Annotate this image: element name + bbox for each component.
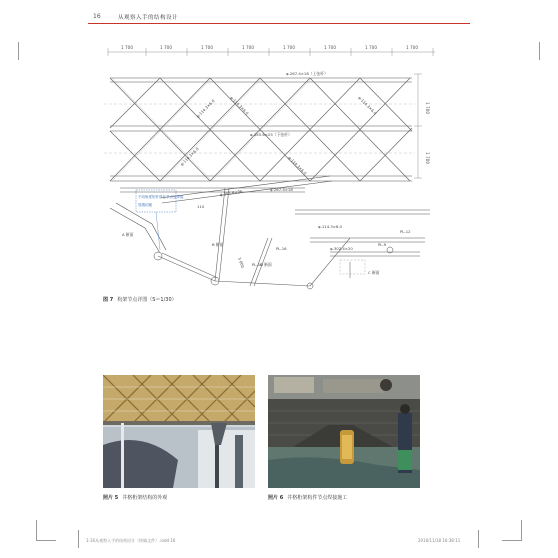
dim-label: 1 700	[121, 45, 133, 50]
figure-label: 图 7	[103, 297, 114, 303]
crop-mark	[18, 42, 19, 60]
member-label: PL-16	[276, 246, 287, 251]
crop-mark	[36, 540, 56, 541]
dim-label: 1 700	[425, 152, 430, 164]
member-label: φ-114.3×6.0	[229, 95, 250, 116]
dim-label: 1 700	[201, 45, 213, 50]
photo-node-welding	[268, 375, 420, 488]
member-label: PL-12	[400, 229, 411, 234]
member-label: PL-16	[252, 262, 263, 267]
section-label: D 断面	[260, 262, 272, 267]
photo-label: 照片 5	[103, 495, 119, 501]
dim-label: 1 700	[160, 45, 172, 50]
crop-mark	[36, 520, 37, 540]
figure-caption-text: 构架节点详图（S＝1/30）	[117, 297, 177, 303]
dim-label: 1 700	[425, 102, 430, 114]
section-label: C 断面	[368, 270, 380, 275]
member-label: φ-114.3×6.0	[357, 95, 378, 116]
member-label: φ-302.4×20	[330, 246, 353, 251]
crop-mark	[478, 530, 479, 548]
photo-caption-text: 井格桁架结构的外观	[122, 495, 168, 501]
crop-mark	[521, 520, 522, 540]
section-detail	[295, 210, 430, 278]
member-label: PL-9	[378, 242, 387, 247]
dim-label: 1 700	[324, 45, 336, 50]
dim-label: 1 700	[242, 45, 254, 50]
annotation-text: 管端切割	[138, 203, 152, 207]
crop-mark	[78, 530, 79, 548]
page-number: 16	[93, 13, 101, 20]
photo-truss-exterior	[103, 375, 255, 488]
member-label: φ-114.3×6.0	[318, 224, 342, 229]
dim-label: 1 700	[365, 45, 377, 50]
side-dimension	[414, 74, 422, 178]
member-label: φ-114.3×6.0	[195, 98, 216, 119]
crop-mark	[502, 540, 522, 541]
member-label: φ-267.4×18	[270, 187, 293, 192]
annotation-text: 不同角度的杆件在节点处焊接	[138, 195, 184, 199]
truss-chords	[110, 78, 412, 181]
member-label: φ-114.3×6.0	[179, 146, 200, 167]
dim-label: 1 700	[283, 45, 295, 50]
diagonal-lattice	[110, 78, 412, 181]
member-label: φ-355.6×25（下弦杆）	[250, 132, 292, 137]
photo-caption	[268, 494, 347, 501]
member-label: φ-267.4×18（上弦杆）	[286, 71, 328, 76]
photo-label: 照片 6	[268, 495, 284, 501]
photo-caption-text: 井格桁架构件节点焊接施工	[287, 495, 348, 501]
truss-nodes	[154, 247, 393, 289]
member-label: 110	[197, 204, 205, 209]
member-label: φ-114.3×6.0	[287, 155, 308, 176]
footer-slug-right: 2016/11/18 16:38:11	[418, 538, 461, 543]
footer-slug-left: 1-16从观察入手的结构设计（终稿文件）.indd 16	[86, 538, 176, 543]
crop-mark	[539, 42, 540, 60]
header-rule	[88, 23, 470, 24]
figure-caption	[103, 296, 177, 303]
running-title: 从观察入手的结构设计	[118, 15, 179, 21]
member-label: 3 000	[237, 256, 246, 269]
section-label: A 断面	[122, 232, 134, 237]
dim-label: 1 700	[406, 45, 418, 50]
photo-caption	[103, 494, 167, 501]
truss-detail-drawing	[100, 38, 440, 298]
annotation-note	[136, 190, 184, 250]
member-label: φ-355.6×25	[219, 188, 243, 197]
page-header	[88, 6, 470, 28]
section-label: B 断面	[212, 242, 224, 247]
dimension-line	[108, 48, 435, 56]
